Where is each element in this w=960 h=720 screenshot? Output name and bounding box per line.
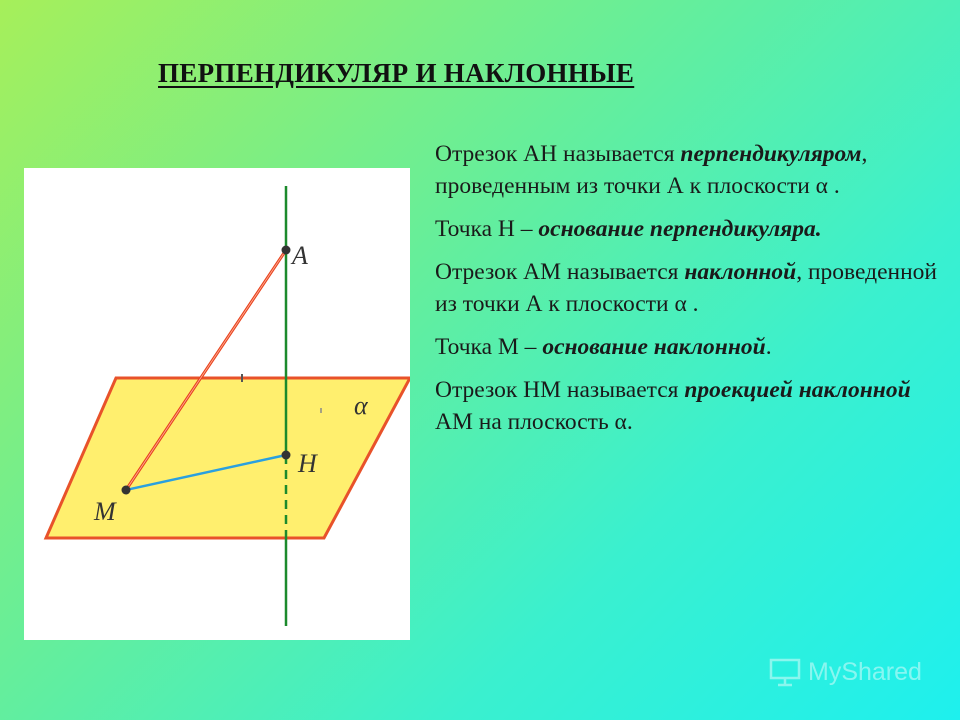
label-m: M xyxy=(94,497,116,526)
definition-projection: Отрезок НМ называется проекцией наклонной АМ на плоскость α. xyxy=(435,377,911,435)
definition-slant-base: Точка М – основание наклонной. xyxy=(435,334,772,360)
figure-svg xyxy=(24,168,410,640)
slide-title: ПЕРПЕНДИКУЛЯР И НАКЛОННЫЕ xyxy=(158,58,635,88)
label-a: A xyxy=(292,241,308,270)
definition-slant: Отрезок АМ называется наклонной, проведенной из точки А к плоскости α . xyxy=(435,259,938,317)
definition-perpendicular-base: Точка Н – основание перпендикуляра. xyxy=(435,216,822,242)
point-a xyxy=(282,246,291,255)
presentation-board-icon xyxy=(768,657,802,687)
point-h xyxy=(282,451,291,460)
definitions-text xyxy=(435,138,940,449)
geometry-figure xyxy=(24,168,410,640)
definition-perpendicular: Отрезок АН называется перпендикуляром, проведенным из точки А к плоскости α . xyxy=(435,141,868,199)
point-m xyxy=(122,486,131,495)
watermark-text: MyShared xyxy=(808,657,922,686)
label-h: H xyxy=(298,449,317,478)
watermark xyxy=(768,652,944,692)
label-alpha: α xyxy=(354,391,368,420)
